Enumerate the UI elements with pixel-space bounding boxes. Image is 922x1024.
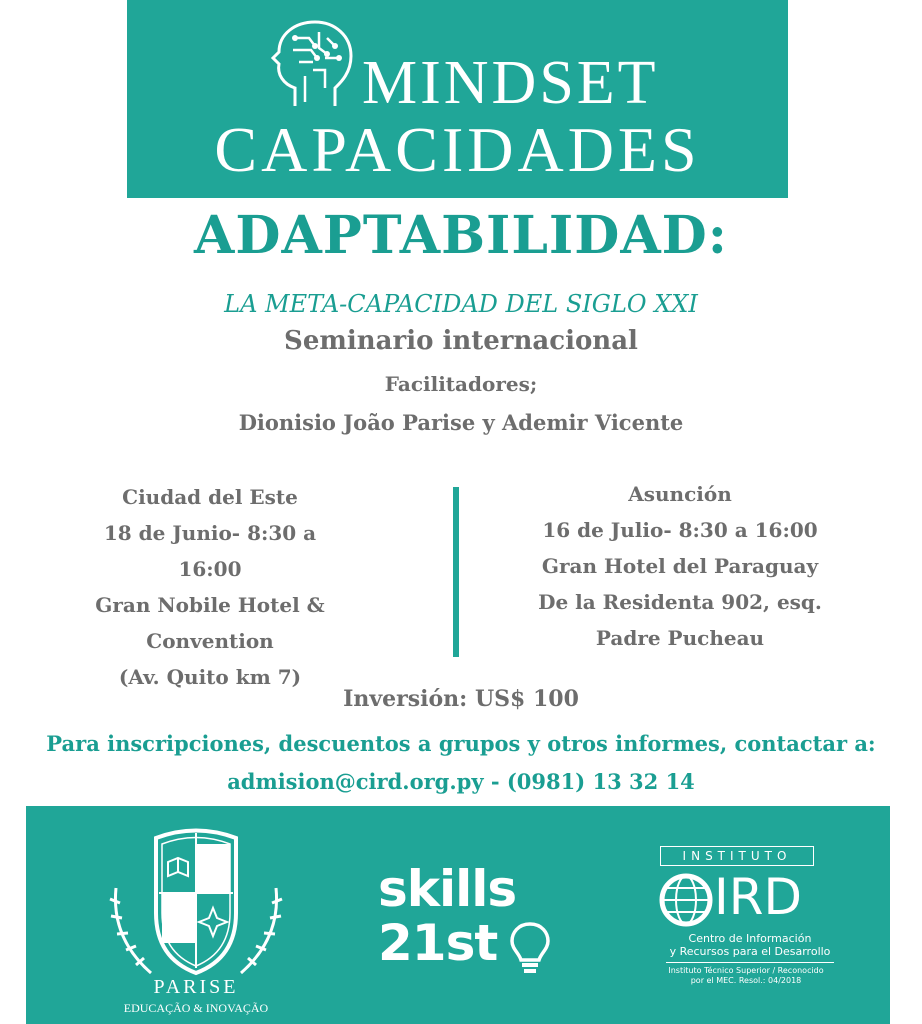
event-city: Asunción (628, 482, 732, 506)
brand-title-line2: CAPACIDADES (214, 114, 701, 185)
contact-email-phone: admision@cird.org.py - (0981) 13 32 14 (227, 769, 695, 794)
facilitators-names: Dionisio João Parise y Ademir Vicente (238, 410, 684, 435)
lightbulb-icon (508, 920, 552, 976)
cird-subtitle-1: Centro de Información (688, 932, 812, 945)
subtitle: LA META-CAPACIDAD DEL SIGLO XXI (224, 290, 698, 318)
parise-tagline: EDUCAÇÃO & INOVAÇÃO (123, 1001, 269, 1015)
event-venue-cont: Convention (146, 629, 274, 653)
parise-crest-icon (96, 818, 296, 998)
event-address: De la Residenta 902, esq. (538, 590, 822, 614)
brain-head-icon (265, 18, 357, 110)
column-divider (453, 487, 459, 657)
skills-logo-line1: skills (378, 860, 517, 918)
event-city: Ciudad del Este (122, 485, 298, 509)
brand-title-line1: MINDSET (362, 49, 659, 117)
cird-logo-text: IRD (714, 868, 802, 926)
contact-info-line: Para inscripciones, descuentos a grupos y otros informes, contactar a: (46, 731, 876, 756)
globe-icon (658, 872, 714, 928)
headline: ADAPTABILIDAD: (194, 205, 728, 266)
cird-footnote-1: Instituto Técnico Superior / Reconocido (668, 966, 824, 975)
event-date: 16 de Julio- 8:30 a 16:00 (542, 518, 818, 542)
event-time: 16:00 (178, 557, 242, 581)
event-address-cont: Padre Pucheau (595, 626, 765, 650)
cird-footnote-2: por el MEC. Resol.: 04/2018 (690, 976, 802, 985)
facilitators-label: Facilitadores; (384, 372, 538, 396)
cird-divider (666, 962, 834, 963)
cird-instituto-label: INSTITUTO (660, 846, 814, 866)
sponsor-banner (26, 806, 890, 1024)
skills-logo-line2: 21st (378, 914, 498, 972)
event-ciudad-del-este (90, 479, 330, 695)
event-date: 18 de Junio- 8:30 a (103, 521, 317, 545)
investment-price: Inversión: US$ 100 (343, 686, 579, 712)
event-address: (Av. Quito km 7) (118, 665, 302, 689)
event-asuncion (520, 476, 840, 656)
cird-subtitle-2: y Recursos para el Desarrollo (669, 945, 831, 958)
event-venue: Gran Nobile Hotel & (95, 593, 325, 617)
seminar-title: Seminario internacional (284, 326, 638, 356)
event-venue: Gran Hotel del Paraguay (541, 554, 819, 578)
parise-name: PARISE (153, 976, 239, 998)
